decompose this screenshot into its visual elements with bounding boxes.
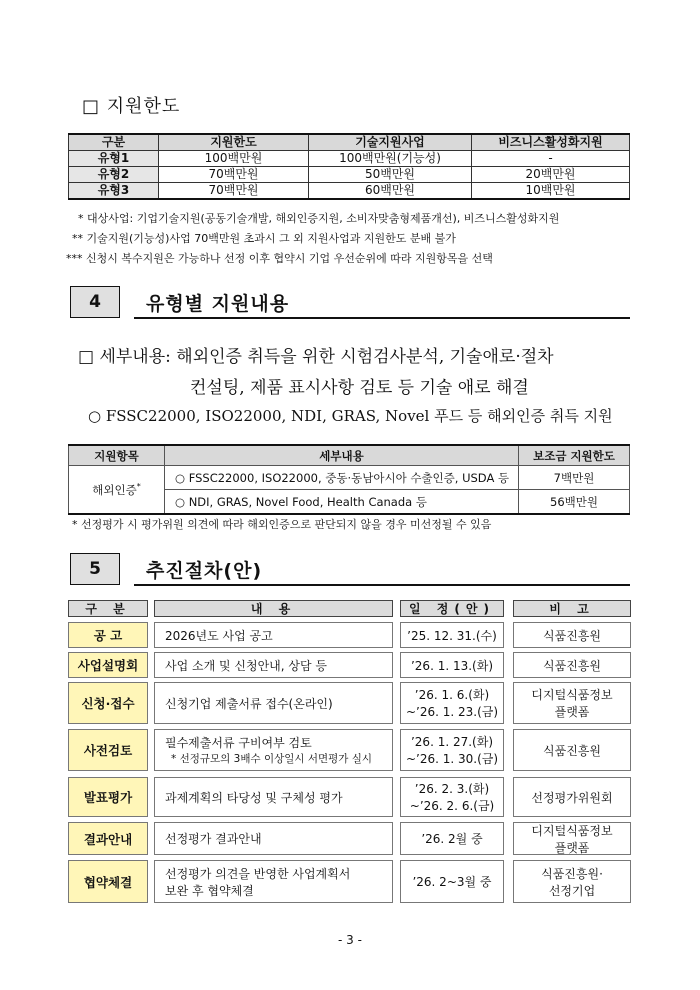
support-limit-table bbox=[68, 133, 630, 200]
table-cell: 7백만원 bbox=[519, 466, 630, 490]
table-cell: - bbox=[472, 151, 630, 167]
type-cell: 유형3 bbox=[69, 183, 159, 200]
header-cell: 기술지원사업 bbox=[309, 134, 472, 151]
table-cell: 70백만원 bbox=[159, 167, 309, 183]
process-remark: 선정평가위원회 bbox=[513, 777, 631, 817]
process-category: 신청·접수 bbox=[68, 682, 148, 724]
header-cell: 지원한도 bbox=[159, 134, 309, 151]
header-cell: 구분 bbox=[69, 134, 159, 151]
support-content-table bbox=[68, 444, 630, 515]
process-schedule: ’26. 2월 중 bbox=[400, 822, 504, 855]
header-cell: 세부내용 bbox=[165, 445, 519, 466]
section-title: 추진절차(안) bbox=[146, 560, 263, 582]
table-row bbox=[69, 466, 630, 490]
support-limit-title: □ 지원한도 bbox=[82, 96, 181, 117]
detail-line-1: □ 세부내용: 해외인증 취득을 위한 시험검사분석, 기술애로·절차 bbox=[78, 347, 554, 367]
process-header-content: 내 용 bbox=[154, 600, 393, 617]
selection-note: * 선정평가 시 평가위원 의견에 따라 해외인증으로 판단되지 않을 경우 미선정될 수 있음 bbox=[72, 518, 492, 531]
process-category: 사업설명회 bbox=[68, 652, 148, 678]
process-content: 사업 소개 및 신청안내, 상담 등 bbox=[154, 652, 393, 678]
section-underline bbox=[134, 317, 630, 319]
process-remark: 디지털식품정보 플랫폼 bbox=[513, 822, 631, 855]
process-schedule: ’26. 1. 27.(화) ~’26. 1. 30.(금) bbox=[400, 729, 504, 771]
table-row bbox=[69, 151, 630, 167]
process-schedule: ’26. 2~3월 중 bbox=[400, 860, 504, 903]
note-multiple-application: *** 신청시 복수지원은 가능하나 선정 이후 협약시 기업 우선순위에 따라 지원항목을 선택 bbox=[66, 252, 493, 265]
header-cell: 지원항목 bbox=[69, 445, 165, 466]
process-content: 선정평가 결과안내 bbox=[154, 822, 393, 855]
table-cell: 20백만원 bbox=[472, 167, 630, 183]
section-number-box: 5 bbox=[70, 553, 120, 585]
table-cell: ○ FSSC22000, ISO22000, 중동·동남아시아 수출인증, USDA 등 bbox=[165, 466, 519, 490]
note-target-projects: * 대상사업: 기업기술지원(공동기술개발, 해외인증지원, 소비자맞춤형제품개선), 비즈니스활성화지원 bbox=[78, 212, 560, 225]
support-item-mark: * bbox=[136, 481, 141, 491]
cert-bullet: ○ FSSC22000, ISO22000, NDI, GRAS, Novel 푸드 등 해외인증 취득 지원 bbox=[88, 407, 613, 425]
table-cell: 70백만원 bbox=[159, 183, 309, 200]
table-cell: 50백만원 bbox=[309, 167, 472, 183]
process-remark: 식품진흥원 bbox=[513, 652, 631, 678]
process-header-schedule: 일 정(안) bbox=[400, 600, 504, 617]
process-category: 사전검토 bbox=[68, 729, 148, 771]
table-row bbox=[69, 183, 630, 200]
section-underline bbox=[134, 584, 630, 586]
table-header-row bbox=[69, 134, 630, 151]
process-category: 협약체결 bbox=[68, 860, 148, 903]
table-header-row bbox=[69, 445, 630, 466]
process-content: 신청기업 제출서류 접수(온라인) bbox=[154, 682, 393, 724]
process-content: 2026년도 사업 공고 bbox=[154, 622, 393, 648]
page-number: - 3 - bbox=[338, 933, 362, 947]
process-content: 필수제출서류 구비여부 검토 * 선정규모의 3배수 이상일시 서면평가 실시 bbox=[154, 729, 393, 771]
process-category: 발표평가 bbox=[68, 777, 148, 817]
process-schedule: ’26. 1. 6.(화) ~’26. 1. 23.(금) bbox=[400, 682, 504, 724]
process-content: 과제계획의 타당성 및 구체성 평가 bbox=[154, 777, 393, 817]
table-cell: 100백만원(기능성) bbox=[309, 151, 472, 167]
section-title: 유형별 지원내용 bbox=[146, 293, 290, 315]
process-header-category: 구 분 bbox=[68, 600, 148, 617]
type-cell: 유형1 bbox=[69, 151, 159, 167]
process-category: 결과안내 bbox=[68, 822, 148, 855]
support-item-cell bbox=[69, 466, 165, 515]
process-header-remark: 비 고 bbox=[513, 600, 631, 617]
note-functional-limit: ** 기술지원(기능성)사업 70백만원 초과시 그 외 지원사업과 지원한도 분배 불가 bbox=[72, 232, 456, 245]
process-remark: 식품진흥원 bbox=[513, 729, 631, 771]
table-cell: 56백만원 bbox=[519, 490, 630, 515]
process-schedule: ’26. 2. 3.(화) ~’26. 2. 6.(금) bbox=[400, 777, 504, 817]
type-cell: 유형2 bbox=[69, 167, 159, 183]
header-cell: 보조금 지원한도 bbox=[519, 445, 630, 466]
table-cell: 60백만원 bbox=[309, 183, 472, 200]
process-remark: 식품진흥원· 선정기업 bbox=[513, 860, 631, 903]
detail-line-2: 컨설팅, 제품 표시사항 검토 등 기술 애로 해결 bbox=[190, 378, 529, 398]
table-cell: ○ NDI, GRAS, Novel Food, Health Canada 등 bbox=[165, 490, 519, 515]
support-item: 해외인증 bbox=[92, 482, 137, 497]
header-cell: 비즈니스활성화지원 bbox=[472, 134, 630, 151]
table-row bbox=[69, 167, 630, 183]
process-remark: 식품진흥원 bbox=[513, 622, 631, 648]
process-schedule: ’25. 12. 31.(수) bbox=[400, 622, 504, 648]
section-number-box: 4 bbox=[70, 286, 120, 318]
process-subnote: * 선정규모의 3배수 이상일시 서면평가 실시 bbox=[171, 753, 373, 765]
process-schedule: ’26. 1. 13.(화) bbox=[400, 652, 504, 678]
process-remark: 디지털식품정보 플랫폼 bbox=[513, 682, 631, 724]
table-cell: 10백만원 bbox=[472, 183, 630, 200]
process-category: 공 고 bbox=[68, 622, 148, 648]
process-content: 선정평가 의견을 반영한 사업계획서 보완 후 협약체결 bbox=[154, 860, 393, 903]
table-cell: 100백만원 bbox=[159, 151, 309, 167]
